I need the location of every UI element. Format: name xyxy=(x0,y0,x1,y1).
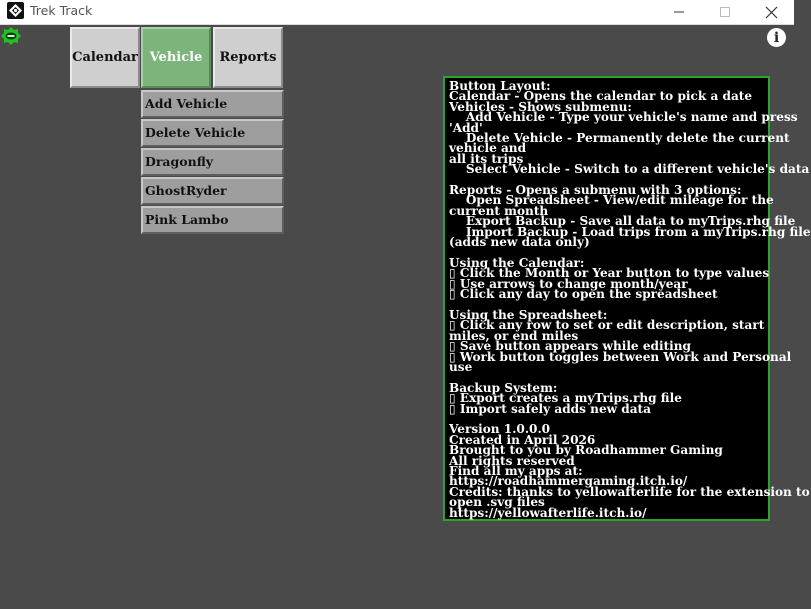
help-line: Using the Spreadsheet: xyxy=(449,307,608,322)
help-line: https://yellowafterlife.itch.io/ xyxy=(449,505,647,520)
help-panel xyxy=(443,76,811,521)
title-bar xyxy=(0,0,794,25)
help-line: Button Layout: xyxy=(449,79,551,93)
help-line: Delete Vehicle - Permanently delete the current xyxy=(449,131,790,146)
help-line: Vehicles - Shows submenu: xyxy=(449,99,632,114)
help-line: Brought to you by Roadhammer Gaming xyxy=(449,443,723,458)
help-line: open .svg files xyxy=(449,495,545,510)
info-icon-glyph: i xyxy=(773,29,780,46)
vehicle-item-dragonfly[interactable]: Dragonfly xyxy=(141,148,284,176)
help-line: Select Vehicle - Switch to a different vehicle's data xyxy=(449,162,810,177)
help-line: https://roadhammergaming.itch.io/ xyxy=(449,474,688,489)
help-line: use xyxy=(449,359,473,374)
help-line: (adds new data only) xyxy=(449,235,590,250)
tab-vehicle[interactable]: Vehicle xyxy=(141,27,211,88)
close-icon xyxy=(766,7,777,18)
help-line: current month xyxy=(449,203,549,218)
help-line: Add Vehicle - Type your vehicle's name and press xyxy=(449,110,798,125)
help-line: vehicle and xyxy=(449,141,527,156)
help-line: Created in April 2026 xyxy=(449,432,596,447)
help-line: 'Add' xyxy=(449,120,483,135)
help-line: ▯ Use arrows to change month/year xyxy=(449,276,688,291)
close-button[interactable] xyxy=(748,0,794,24)
help-line: Reports - Opens a submenu with 3 options: xyxy=(449,183,742,198)
help-line: Import Backup - Load trips from a myTrips.rhg file xyxy=(449,224,811,239)
help-line: ▯ Click any day to open the spreadsheet xyxy=(449,287,718,302)
help-line: miles, or end miles xyxy=(449,328,579,343)
help-line: Backup System: xyxy=(449,380,558,395)
minimize-icon xyxy=(674,7,684,17)
help-line: All rights reserved xyxy=(449,453,575,468)
help-line: ▯ Click the Month or Year button to type values xyxy=(449,266,770,281)
window-title: Trek Track xyxy=(30,3,93,18)
maximize-icon xyxy=(720,7,730,17)
help-line: Open Spreadsheet - View/edit mileage for the xyxy=(449,193,774,208)
help-line: Find all my apps at: xyxy=(449,463,583,478)
help-line: ▯ Click any row to set or edit description, start xyxy=(449,318,765,333)
vehicle-item-pink-lambo[interactable]: Pink Lambo xyxy=(141,206,284,234)
help-line: Calendar - Opens the calendar to pick a date xyxy=(449,89,753,104)
help-line: Version 1.0.0.0 xyxy=(449,422,551,437)
tab-calendar[interactable]: Calendar xyxy=(70,27,140,88)
tab-reports[interactable]: Reports xyxy=(213,27,283,88)
info-icon[interactable] xyxy=(767,28,786,47)
help-line: Export Backup - Save all data to myTrips.rhg file xyxy=(449,214,796,229)
green-gear-logo-icon xyxy=(1,27,21,45)
maximize-button[interactable] xyxy=(702,0,748,24)
help-line: ▯ Import safely adds new data xyxy=(449,401,651,416)
app-icon xyxy=(7,2,24,19)
vehicle-item-ghostryder[interactable]: GhostRyder xyxy=(141,177,284,205)
help-line: ▯ Export creates a myTrips.rhg file xyxy=(449,391,682,406)
add-vehicle-button[interactable]: Add Vehicle xyxy=(141,90,284,118)
minimize-button[interactable] xyxy=(656,0,702,24)
help-line: Credits: thanks to yellowafterlife for the extension to xyxy=(449,484,810,499)
help-line: all its trips xyxy=(449,151,524,166)
help-line: ▯ Work button toggles between Work and Personal xyxy=(449,349,792,364)
help-line: ▯ Save button appears while editing xyxy=(449,339,691,354)
delete-vehicle-button[interactable]: Delete Vehicle xyxy=(141,119,284,147)
help-line: Using the Calendar: xyxy=(449,255,585,270)
